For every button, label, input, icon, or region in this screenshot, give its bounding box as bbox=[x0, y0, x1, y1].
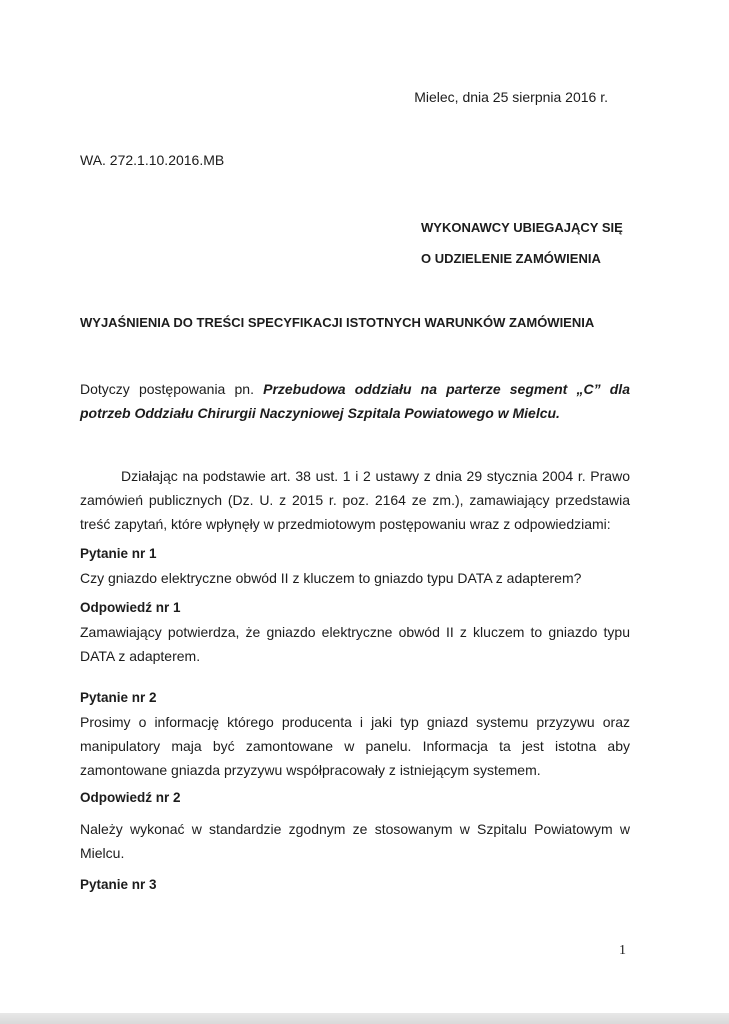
question-2-heading: Pytanie nr 2 bbox=[80, 690, 157, 705]
question-1-heading: Pytanie nr 1 bbox=[80, 546, 157, 561]
document-date: Mielec, dnia 25 sierpnia 2016 r. bbox=[414, 89, 608, 105]
page-number: 1 bbox=[619, 943, 626, 958]
answer-1-heading: Odpowiedź nr 1 bbox=[80, 600, 181, 615]
reference-number: WA. 272.1.10.2016.MB bbox=[80, 152, 225, 168]
question-2-text: Prosimy o informację którego producenta i jaki typ gniazd systemu przyzywu oraz manipulatory maja być zamontowane w panelu. Informacja ta jest istotna aby zamontowane gniazda przyzywu współpracowały z istniejącym systemem. bbox=[80, 714, 630, 778]
recipient-line-1: WYKONAWCY UBIEGAJĄCY SIĘ bbox=[421, 220, 623, 235]
subject-prefix: Dotyczy postępowania pn. bbox=[80, 381, 264, 397]
question-3-heading: Pytanie nr 3 bbox=[80, 877, 157, 892]
recipient-line-2: O UDZIELENIE ZAMÓWIENIA bbox=[421, 251, 601, 266]
answer-2-text: Należy wykonać w standardzie zgodnym ze stosowanym w Szpitalu Powiatowym w Mielcu. bbox=[80, 821, 630, 861]
scan-bottom-edge bbox=[0, 1013, 729, 1024]
question-1-text: Czy gniazdo elektryczne obwód II z kluczem to gniazdo typu DATA z adapterem? bbox=[80, 570, 582, 586]
answer-1-text: Zamawiający potwierdza, że gniazdo elektryczne obwód II z kluczem to gniazdo typu DATA z adapterem. bbox=[80, 624, 630, 664]
answer-2-heading: Odpowiedź nr 2 bbox=[80, 790, 181, 805]
document-title: WYJAŚNIENIA DO TREŚCI SPECYFIKACJI ISTOTNYCH WARUNKÓW ZAMÓWIENIA bbox=[80, 315, 595, 330]
intro-paragraph: Działając na podstawie art. 38 ust. 1 i 2 ustawy z dnia 29 stycznia 2004 r. Prawo zamówień publicznych (Dz. U. z 2015 r. poz. 2164 ze zm.), zamawiający przedstawia treść zapytań, które wpłynęły w przedmiotowym postępowaniu wraz z odpowiedziami: bbox=[80, 468, 630, 532]
subject-paragraph bbox=[80, 377, 630, 425]
project-name: Przebudowa oddziału na parterze segment „C” dla potrzeb Oddziału Chirurgii Naczyniowej Szpitala Powiatowego w Mielcu. bbox=[80, 381, 630, 421]
